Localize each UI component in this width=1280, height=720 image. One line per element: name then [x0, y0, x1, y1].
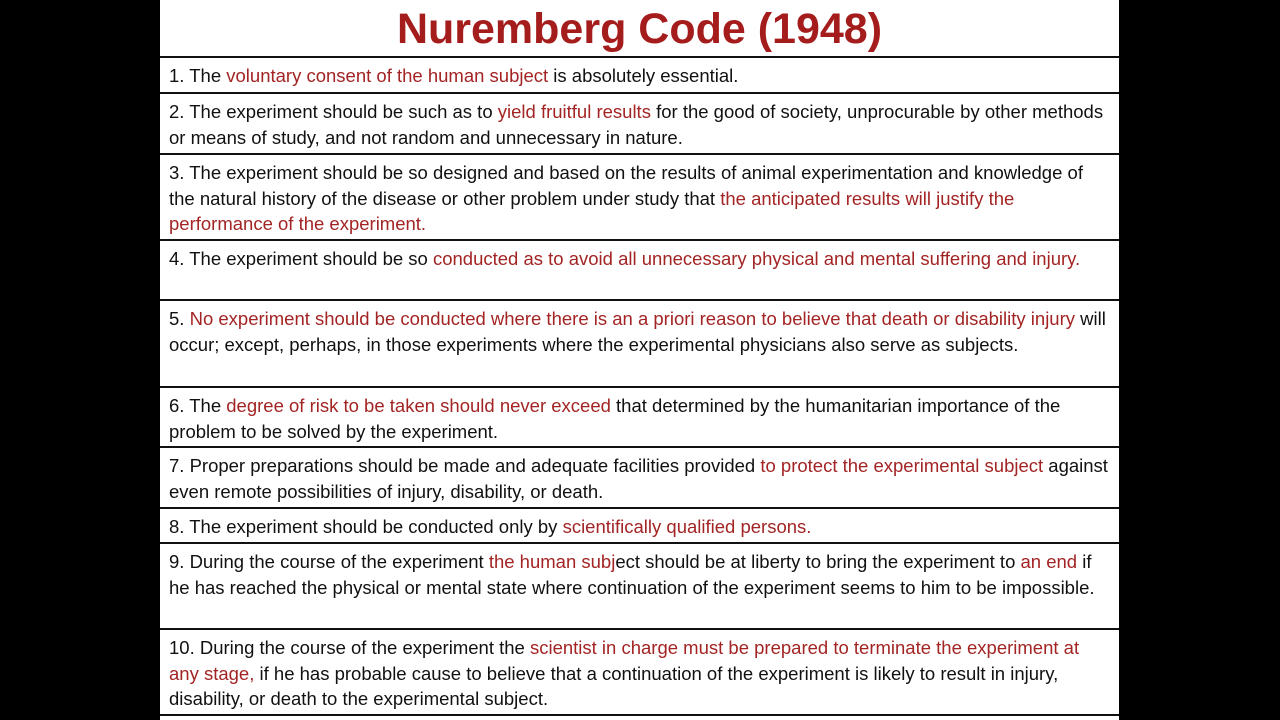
principle-text: 10. During the course of the experiment the	[169, 637, 530, 658]
highlighted-text: the anticipated results will justify the performance of the experiment.	[169, 187, 1015, 234]
highlighted-text: the human subj	[488, 551, 616, 572]
principle-text: 1. The	[169, 65, 227, 86]
principle-row-3	[160, 155, 1119, 241]
principle-row-10	[160, 630, 1119, 716]
principle-row-6	[160, 388, 1119, 448]
principle-row-5	[160, 301, 1119, 388]
principle-row-8	[160, 509, 1119, 544]
highlighted-text: scientifically qualified persons.	[562, 516, 812, 537]
principle-text: 7. Proper preparations should be made and adequate facilities provided	[169, 455, 761, 476]
highlighted-text: voluntary consent of the human subject	[226, 65, 549, 86]
principle-text: 9. During the course of the experiment	[169, 551, 489, 572]
principle-row-1	[160, 58, 1119, 94]
slide	[160, 0, 1119, 720]
principle-text: 5.	[169, 308, 190, 329]
principle-row-4	[160, 241, 1119, 301]
principle-text: 8. The experiment should be conducted only by	[169, 516, 563, 537]
principle-text: will occur; except, perhaps, in those experiments where the experimental physicians also serve as subjects.	[169, 308, 1106, 355]
principle-row-2	[160, 94, 1119, 155]
principle-text: if he has reached the physical or mental state where continuation of the experiment seems to him to be impossible.	[169, 551, 1095, 598]
principle-row-9	[160, 544, 1119, 630]
highlighted-text: to protect the experimental subject	[760, 455, 1044, 476]
principle-text: against even remote possibilities of injury, disability, or death.	[169, 455, 1108, 502]
principle-text: ect should be at liberty to bring the experiment to	[615, 551, 1021, 572]
principles-table	[160, 56, 1119, 716]
highlighted-text: conducted as to avoid all unnecessary physical and mental suffering and injury.	[432, 248, 1081, 269]
principle-text: for the good of society, unprocurable by other methods or means of study, and not random and unnecessary in nature.	[169, 101, 1104, 148]
highlighted-text: No experiment should be conducted where there is an a priori reason to believe that death or disability injury	[189, 308, 1076, 329]
principle-row-7	[160, 448, 1119, 509]
principle-text: 4. The experiment should be so	[169, 248, 433, 269]
principle-text: 6. The	[169, 395, 227, 416]
highlighted-text: yield fruitful results	[497, 101, 651, 122]
highlighted-text: degree of risk to be taken should never exceed	[226, 395, 611, 416]
page-title: Nuremberg Code (1948)	[396, 5, 883, 53]
principle-text: is absolutely essential.	[548, 65, 739, 86]
principle-text: 2. The experiment should be such as to	[169, 101, 498, 122]
principle-text: that determined by the humanitarian importance of the problem to be solved by the experiment.	[169, 395, 1061, 442]
highlighted-text: an end	[1020, 551, 1078, 572]
principle-text: 3. The experiment should be so designed and based on the results of animal experimentation and knowledge of the natural history of the disease or other problem under study that	[169, 162, 1083, 209]
principle-text: if he has probable cause to believe that a continuation of the experiment is likely to result in injury, disability, or death to the experimental subject.	[169, 662, 1059, 709]
highlighted-text: scientist in charge must be prepared to terminate the experiment at any stage,	[169, 637, 1080, 684]
